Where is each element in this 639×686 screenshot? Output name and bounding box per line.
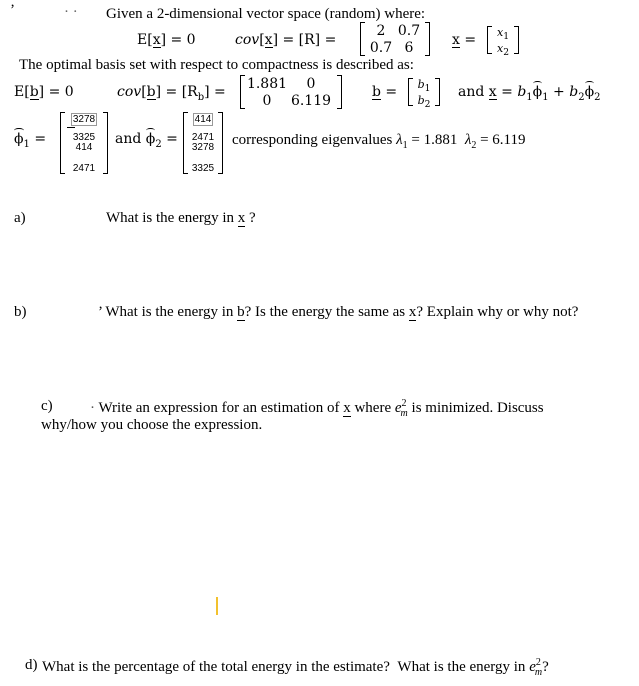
question-d-text: What is the percentage of the total energy in the estimate? What is the energy in $e^2_m$? bbox=[42, 657, 549, 678]
question-c-text: · Write an expression for an estimation of x where $e^2_m$ is minimized. Discuss bbox=[90, 398, 544, 419]
expectation-x: E[x] = 0 bbox=[137, 32, 196, 48]
phi2-entry: 3325 bbox=[191, 162, 215, 174]
question-c-label: c) bbox=[41, 398, 53, 414]
intro-text: Given a 2-dimensional vector space (random) where: bbox=[106, 6, 426, 22]
phi1-entry: 3278 bbox=[72, 114, 96, 125]
b-vector: $b_1$ $b_2$ bbox=[408, 78, 440, 106]
cov-b-label: $cov[b] = [R_b]$ = bbox=[117, 84, 226, 103]
phi1-entry: 3325 bbox=[72, 131, 96, 143]
text-cursor bbox=[216, 597, 218, 615]
question-d-label: d) bbox=[25, 657, 38, 673]
x-vector: $x_1$ $x_2$ bbox=[487, 26, 519, 54]
phi1-label: $\phi_1$ = bbox=[14, 131, 47, 150]
cov-x-label: cov[x] = [R] = bbox=[235, 32, 337, 48]
stray-mark: ’ bbox=[10, 2, 15, 18]
phi2-entry: 3278 bbox=[191, 142, 215, 154]
b-vector-label: b = bbox=[372, 84, 398, 100]
question-a-label: a) bbox=[14, 210, 26, 226]
phi2-entry: 2471 bbox=[191, 131, 215, 143]
stray-dots: · · bbox=[64, 4, 78, 20]
expectation-b: E[b] = 0 bbox=[14, 84, 74, 100]
question-b-label: b) bbox=[14, 304, 27, 320]
rb-cell: 0 bbox=[262, 92, 272, 109]
question-b-text: ’ What is the energy in b? Is the energy the same as x? Explain why or why not? bbox=[98, 304, 579, 320]
question-c-continuation: why/how you choose the expression. bbox=[41, 417, 263, 433]
phi1-entry: 2471 bbox=[72, 162, 96, 174]
basis-text: The optimal basis set with respect to compactness is described as: bbox=[19, 57, 414, 73]
rb-matrix bbox=[240, 75, 342, 109]
phi2-label: and $\phi_2$ = bbox=[115, 131, 178, 150]
rb-cell: 1.881 bbox=[246, 75, 288, 92]
phi2-vector bbox=[183, 112, 223, 174]
rb-cell: 6.119 bbox=[290, 92, 332, 109]
r-cell: 0.7 bbox=[397, 22, 421, 39]
x-expansion: and $x = b_1\phi_1 + b_2\phi_2$ bbox=[458, 84, 601, 103]
r-cell: 2 bbox=[376, 22, 386, 39]
eigenvalues: corresponding eigenvalues $\lambda_1 = 1.881$ $\lambda_2 = 6.119$ bbox=[232, 132, 526, 151]
phi1-entry: 414 bbox=[75, 142, 93, 154]
r-cell: 0.7 bbox=[369, 39, 393, 56]
phi1-vector bbox=[60, 112, 108, 174]
r-matrix bbox=[360, 22, 430, 56]
question-a-text: What is the energy in x ? bbox=[106, 210, 256, 226]
phi2-entry: 414 bbox=[194, 114, 212, 125]
x-vector-label: x = bbox=[452, 32, 477, 48]
rb-cell: 0 bbox=[306, 75, 316, 92]
r-cell: 6 bbox=[404, 39, 414, 56]
